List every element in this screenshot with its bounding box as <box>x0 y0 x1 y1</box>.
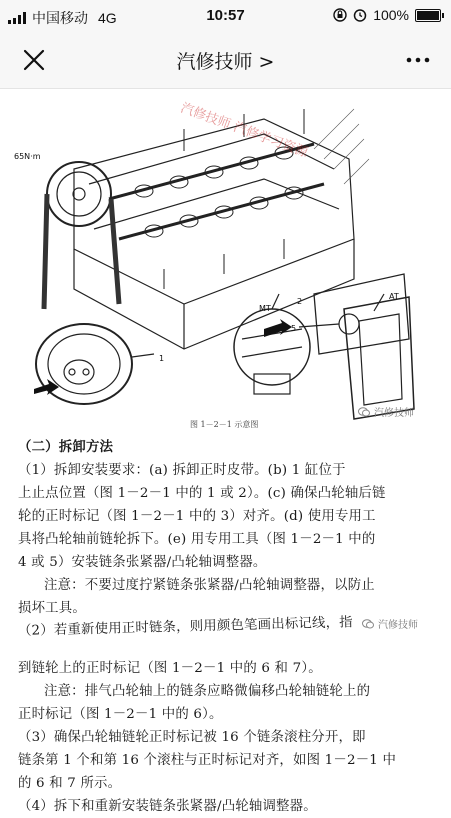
text-line: （2）若重新使用正时链条，则用颜色笔画出标记线，指 <box>17 615 353 639</box>
engine-timing-diagram <box>14 89 439 429</box>
label-5: 5 <box>291 324 297 333</box>
carrier-label: 中国移动 <box>32 10 88 26</box>
label-at: AT <box>389 292 399 301</box>
article-text-part1 <box>18 436 428 643</box>
text-line: （3）确保凸轮轴链轮正时标记被 16 个链条滚柱分开，即 <box>18 730 366 745</box>
status-right <box>333 7 441 23</box>
figure-caption: 图 1－2－1 示意图 <box>190 420 259 429</box>
watermark-bottom <box>362 616 418 631</box>
status-bar <box>0 0 451 32</box>
more-icon[interactable] <box>403 50 433 70</box>
label-2: 2 <box>297 297 303 306</box>
wechat-icon <box>362 619 374 629</box>
rotation-lock-icon <box>333 8 347 22</box>
text-line: 轮的正时标记（图 1－2－1 中的 3）对齐。(d) 使用专用工 <box>18 509 376 524</box>
watermark-top <box>358 404 414 419</box>
text-line: 损坏工具。 <box>18 601 86 616</box>
label-1: 1 <box>159 354 165 363</box>
nav-bar <box>0 32 451 89</box>
torque-label: 65N·m <box>14 152 41 161</box>
label-mt: MT <box>259 304 271 313</box>
network-label: 4G <box>98 10 117 26</box>
text-line: （4）拆下和重新安装链条张紧器/凸轮轴调整器。 <box>18 799 317 814</box>
text-line: （1）拆卸安装要求：(a) 拆卸正时皮带。(b) 1 缸位于 <box>18 463 346 478</box>
alarm-icon <box>353 8 367 22</box>
wechat-icon <box>358 407 370 417</box>
text-line: 链条第 1 个和第 16 个滚柱与正时标记对齐，如图 1－2－1 中 <box>18 753 397 768</box>
text-line: 的 6 和 7 所示。 <box>18 776 122 791</box>
clock: 10:57 <box>206 7 245 24</box>
text-line: 到链轮上的正时标记（图 1－2－1 中的 6 和 7）。 <box>18 661 322 676</box>
article-content[interactable] <box>0 89 451 814</box>
text-line: 4 或 5）安装链条张紧器/凸轮轴调整器。 <box>18 555 267 570</box>
text-line: 具将凸轮轴前链轮拆下。(e) 用专用工具（图 1－2－1 中的 <box>18 532 376 547</box>
article-text-part2 <box>18 657 428 818</box>
text-line: 正时标记（图 1－2－1 中的 6）。 <box>18 707 223 722</box>
text-line: 注意：排气凸轮轴上的链条应略微偏移凸轮轴链轮上的 <box>44 684 371 699</box>
text-line: 上止点位置（图 1－2－1 中的 1 或 2）。(c) 确保凸轮轴后链 <box>18 486 386 501</box>
watermark-label: 汽修技师 <box>378 620 418 631</box>
battery-percent: 100% <box>373 7 409 23</box>
account-title[interactable]: 汽修技师 > <box>176 51 275 73</box>
watermark-label: 汽修技师 <box>374 408 414 419</box>
battery-icon <box>415 9 441 22</box>
text-line: 注意：不要过度拧紧链条张紧器/凸轮轴调整器，以防止 <box>44 578 375 593</box>
section-heading: （二）拆卸方法 <box>18 439 114 455</box>
watermark-stamp: 汽修技师 汽修学习资源 <box>178 100 310 161</box>
